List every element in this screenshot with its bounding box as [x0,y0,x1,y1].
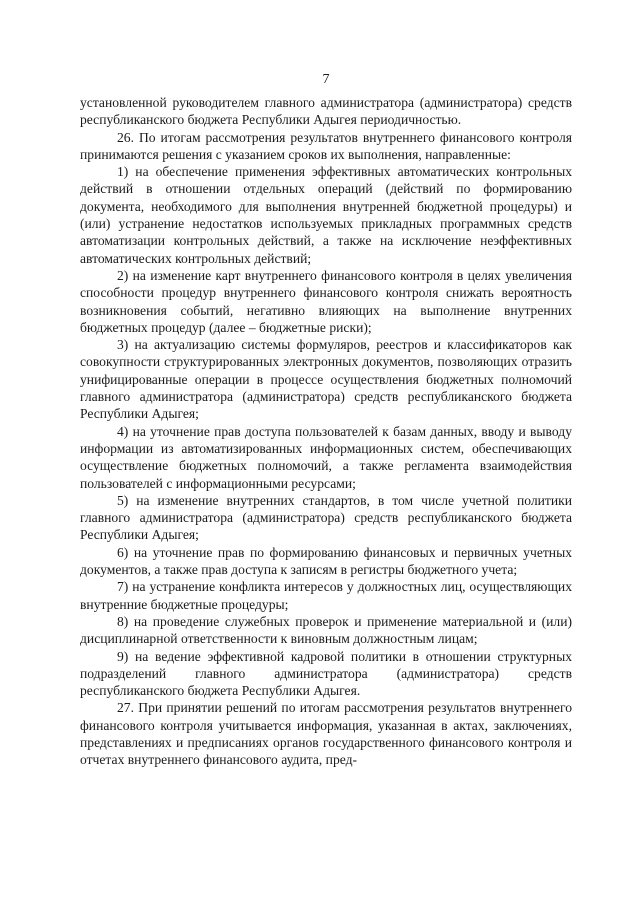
list-item-6: 6) на уточнение прав по формированию финансовых и первичных учетных документов, а также прав доступа к записям в регистры бюджетного учета; [80,544,572,578]
list-item-8: 8) на проведение служебных проверок и применение материальной и (или) дисциплинарной ответственности к виновным должностным лицам; [80,613,572,647]
list-item-2: 2) на изменение карт внутреннего финансового контроля в целях увеличения способности процедур внутреннего финансового контроля снижать вероятность возникновения событий, негативно влияющих на выполнение внутренних бюджетных процедур (далее – бюджетные риски); [80,267,572,335]
page-number: 7 [322,72,330,87]
document-body [80,94,572,769]
list-item-7: 7) на устранение конфликта интересов у должностных лиц, осуществляющих внутренние бюджетные процедуры; [80,579,572,612]
paragraph-continuation: установленной руководителем главного администратора (администратора) средств республиканского бюджета Республики Адыгея периодичностью. [80,95,572,128]
list-item-4: 4) на уточнение прав доступа пользователей к базам данных, вводу и выводу информации из автоматизированных информационных систем, обеспечивающих осуществление бюджетных полномочий, а также регламента взаимодействия пользователей с информационными ресурсами; [80,423,572,491]
paragraph-26: 26. По итогам рассмотрения результатов внутреннего финансового контроля принимаются решения с указанием сроков их выполнения, направленные: [80,129,572,162]
paragraph-27: 27. При принятии решений по итогам рассмотрения результатов внутреннего финансового контроля учитывается информация, указанная в актах, заключениях, представлениях и предписаниях органов государственного финансового контроля и отчетах внутреннего финансового аудита, пред- [80,700,572,768]
list-item-1: 1) на обеспечение применения эффективных автоматических контрольных действий в отношении отдельных операций (действий по формированию документа, необходимого для выполнения внутренней бюджетной процедуры) и (или) устранение недостатков используемых прикладных программных средств автоматизации контрольных действий, а также на исключение неэффективных автоматических контрольных действий; [80,164,572,266]
list-item-3: 3) на актуализацию системы формуляров, реестров и классификаторов как совокупности структурированных электронных документов, позволяющих отразить унифицированные операции в процессе осуществления бюджетных полномочий главного администратора (администратора) средств республиканского бюджета Республики Адыгея; [80,337,572,422]
list-item-5: 5) на изменение внутренних стандартов, в том числе учетной политики главного администратора (администратора) средств республиканского бюджета Республики Адыгея; [80,492,572,543]
list-item-9: 9) на ведение эффективной кадровой политики в отношении структурных подразделений главного администратора (администратора) средств республиканского бюджета Республики Адыгея. [80,648,572,699]
